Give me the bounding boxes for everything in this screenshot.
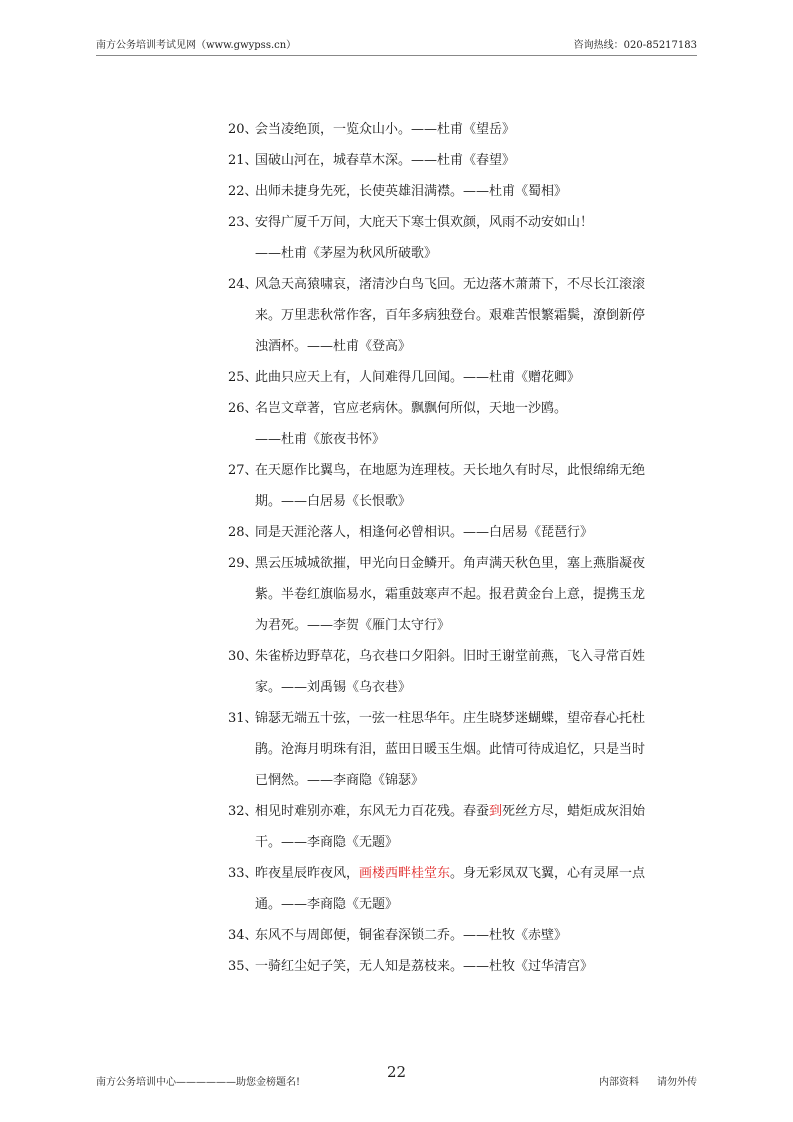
poem-line	[255, 238, 688, 269]
poem-item	[228, 207, 688, 269]
poem-text	[255, 176, 688, 207]
poem-item	[228, 362, 688, 393]
poem-number: 21、	[228, 153, 258, 168]
poem-line	[255, 207, 688, 238]
poem-item	[228, 145, 688, 176]
line-segment: 家。——刘禹锡《乌衣巷》	[255, 680, 412, 695]
header-site-name: 南方公务培训考试见网（www.gwypss.cn）	[96, 39, 297, 51]
line-segment: 已惘然。——李商隐《锦瑟》	[255, 773, 425, 788]
line-segment: 。身无彩凤双飞翼，心有灵犀一点	[450, 866, 646, 881]
line-segment: 安得广厦千万间，大庇天下寒士俱欢颜，风雨不动安如山！	[255, 215, 594, 230]
poem-number: 28、	[228, 525, 258, 540]
poem-number: 35、	[228, 959, 258, 974]
poem-number: 30、	[228, 649, 258, 664]
line-segment: 朱雀桥边野草花，乌衣巷口夕阳斜。旧时王谢堂前燕，飞入寻常百姓	[255, 649, 646, 664]
poem-text	[255, 517, 688, 548]
line-segment: ——杜甫《茅屋为秋风所破歌》	[255, 246, 438, 261]
poem-number: 22、	[228, 184, 258, 199]
poem-number: 23、	[228, 215, 258, 230]
line-segment: 干。——李商隐《无题》	[255, 835, 399, 850]
poem-text	[255, 920, 688, 951]
highlighted-text: 画楼西畔桂堂东	[359, 866, 451, 881]
poem-text	[255, 703, 688, 796]
poem-number: 25、	[228, 370, 258, 385]
poem-number: 29、	[228, 556, 258, 571]
poem-number: 27、	[228, 463, 258, 478]
line-segment: 同是天涯沦落人，相逢何必曾相识。——白居易《琵琶行》	[255, 525, 594, 540]
line-segment: 此曲只应天上有，人间难得几回闻。——杜甫《赠花卿》	[255, 370, 581, 385]
poem-text	[255, 548, 688, 641]
poem-line	[255, 548, 688, 579]
poem-text	[255, 951, 688, 982]
line-segment: 昨夜星辰昨夜风，	[255, 866, 360, 881]
poem-item	[228, 548, 688, 641]
poem-number: 32、	[228, 804, 258, 819]
poem-line	[255, 858, 688, 889]
line-segment: 死丝方尽，蜡炬成灰泪始	[502, 804, 646, 819]
footer-no-distribute-label: 请勿外传	[657, 1077, 697, 1088]
poem-number: 34、	[228, 928, 258, 943]
header-hotline: 咨询热线：020-85217183	[573, 39, 697, 51]
poem-number: 24、	[228, 277, 258, 292]
poem-line	[255, 641, 688, 672]
page-number: 22	[386, 1063, 407, 1081]
line-segment: 来。万里悲秋常作客，百年多病独登台。艰难苦恨繁霜鬓，潦倒新停	[255, 308, 646, 323]
line-segment: 东风不与周郎便，铜雀春深锁二乔。——杜牧《赤壁》	[255, 928, 568, 943]
header-divider	[96, 55, 697, 56]
poem-list	[228, 114, 688, 982]
line-segment: 为君死。——李贺《雁门太守行》	[255, 618, 451, 633]
page-header	[96, 34, 697, 52]
line-segment: ——杜甫《旅夜书怀》	[255, 432, 386, 447]
poem-text	[255, 858, 688, 920]
footer-notice	[599, 1073, 697, 1088]
poem-item	[228, 269, 688, 362]
poem-line	[255, 672, 688, 703]
line-segment: 名岂文章著，官应老病休。飘飘何所似，天地一沙鸥。	[255, 401, 568, 416]
line-segment: 国破山河在，城春草木深。——杜甫《春望》	[255, 153, 516, 168]
poem-line	[255, 114, 688, 145]
poem-line	[255, 455, 688, 486]
poem-number: 31、	[228, 711, 258, 726]
poem-item	[228, 176, 688, 207]
poem-item	[228, 393, 688, 455]
highlighted-text: 到	[489, 804, 503, 819]
line-segment: 浊酒杯。——杜甫《登高》	[255, 339, 412, 354]
poem-text	[255, 641, 688, 703]
poem-item	[228, 114, 688, 145]
poem-line	[255, 734, 688, 765]
poem-text	[255, 207, 688, 269]
poem-line	[255, 951, 688, 982]
poem-line	[255, 610, 688, 641]
poem-line	[255, 331, 688, 362]
poem-line	[255, 300, 688, 331]
poem-line	[255, 920, 688, 951]
poem-item	[228, 796, 688, 858]
poem-text	[255, 114, 688, 145]
poem-item	[228, 951, 688, 982]
poem-line	[255, 517, 688, 548]
poem-item	[228, 517, 688, 548]
poem-text	[255, 393, 688, 455]
line-segment: 风急天高猿啸哀，渚清沙白鸟飞回。无边落木萧萧下，不尽长江滚滚	[255, 277, 646, 292]
poem-number: 33、	[228, 866, 258, 881]
poem-line	[255, 145, 688, 176]
poem-line	[255, 703, 688, 734]
poem-number: 20、	[228, 122, 258, 137]
line-segment: 锦瑟无端五十弦，一弦一柱思华年。庄生晓梦迷蝴蝶，望帝春心托杜	[255, 711, 646, 726]
poem-line	[255, 796, 688, 827]
line-segment: 黑云压城城欲摧，甲光向日金鳞开。角声满天秋色里，塞上燕脂凝夜	[255, 556, 646, 571]
poem-line	[255, 362, 688, 393]
poem-line	[255, 424, 688, 455]
poem-text	[255, 455, 688, 517]
line-segment: 出师未捷身先死，长使英雄泪满襟。——杜甫《蜀相》	[255, 184, 568, 199]
poem-line	[255, 393, 688, 424]
poem-item	[228, 455, 688, 517]
line-segment: 期。——白居易《长恨歌》	[255, 494, 412, 509]
poem-line	[255, 765, 688, 796]
line-segment: 相见时难别亦难，东风无力百花残。春蚕	[255, 804, 490, 819]
poem-line	[255, 486, 688, 517]
poem-text	[255, 796, 688, 858]
poem-text	[255, 362, 688, 393]
poem-text	[255, 269, 688, 362]
poem-item	[228, 703, 688, 796]
line-segment: 通。——李商隐《无题》	[255, 897, 399, 912]
poem-item	[228, 858, 688, 920]
poem-line	[255, 176, 688, 207]
poem-item	[228, 920, 688, 951]
poem-line	[255, 889, 688, 920]
line-segment: 一骑红尘妃子笑，无人知是荔枝来。——杜牧《过华清宫》	[255, 959, 594, 974]
footer-internal-label: 内部资料	[599, 1077, 639, 1088]
poem-line	[255, 579, 688, 610]
footer-slogan: 南方公务培训中心——————助您金榜题名!	[96, 1077, 301, 1088]
line-segment: 紫。半卷红旗临易水，霜重鼓寒声不起。报君黄金台上意，提携玉龙	[255, 587, 646, 602]
line-segment: 在天愿作比翼鸟，在地愿为连理枝。天长地久有时尽，此恨绵绵无绝	[255, 463, 646, 478]
poem-line	[255, 269, 688, 300]
poem-item	[228, 641, 688, 703]
poem-number: 26、	[228, 401, 258, 416]
line-segment: 会当凌绝顶，一览众山小。——杜甫《望岳》	[255, 122, 516, 137]
poem-line	[255, 827, 688, 858]
line-segment: 鹃。沧海月明珠有泪，蓝田日暖玉生烟。此情可待成追忆，只是当时	[255, 742, 646, 757]
poem-text	[255, 145, 688, 176]
